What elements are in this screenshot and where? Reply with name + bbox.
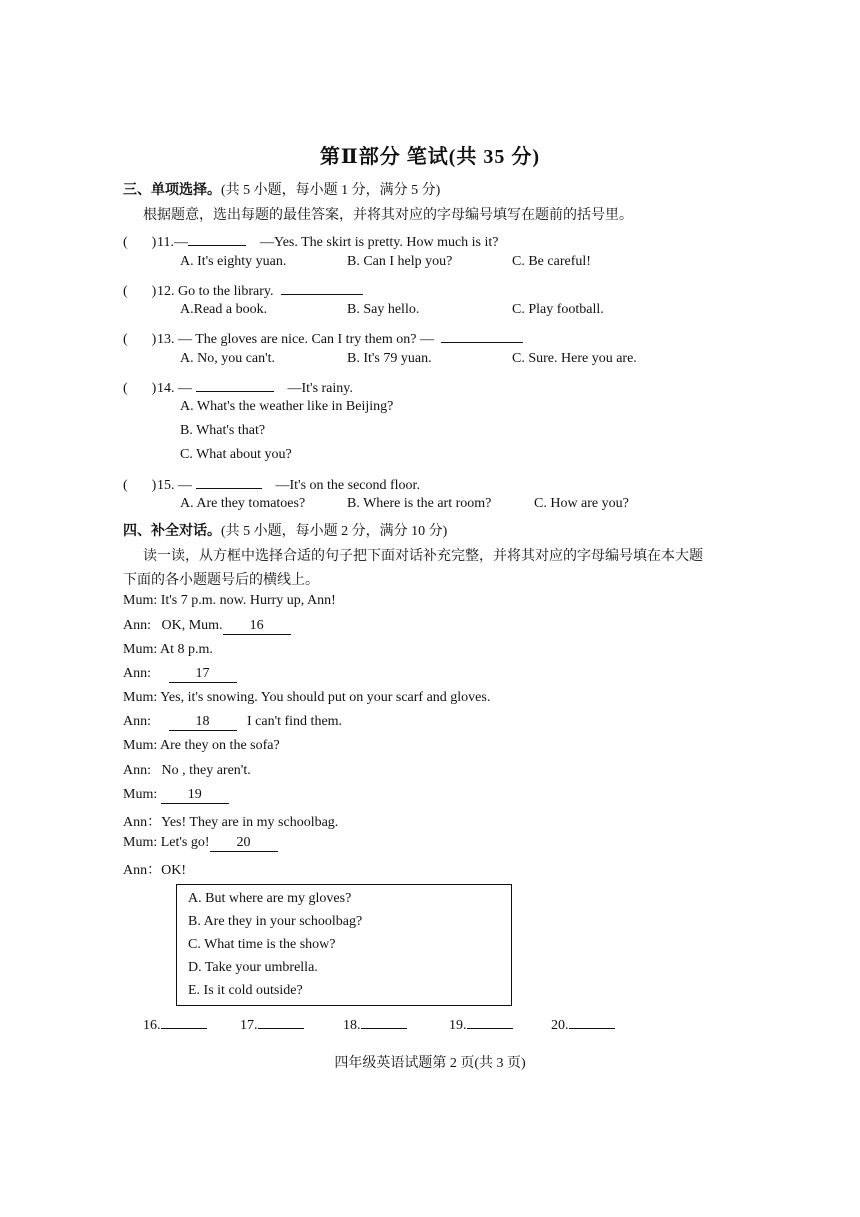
option[interactable]: C. How are you? [534, 496, 629, 511]
question-12: ( )12. Go to the library. [123, 278, 363, 300]
page-footer: 四年级英语试题第 2 页(共 3 页) [334, 1056, 526, 1071]
option[interactable]: B. Can I help you? [347, 254, 453, 269]
answer-blank[interactable] [361, 1012, 407, 1029]
question-13: ( )13. — The gloves are nice. Can I try them on? — [123, 326, 523, 348]
answer-blank[interactable] [569, 1012, 615, 1029]
dialogue-line: Mum: Are they on the sofa? [123, 738, 280, 753]
option[interactable]: B. Say hello. [347, 302, 420, 317]
dialogue-line: Ann: 18 I can't find them. [123, 714, 343, 729]
dialogue-line: Ann: 17 [123, 666, 237, 683]
option[interactable]: A.Read a book. [180, 302, 268, 317]
option[interactable]: A. Are they tomatoes? [180, 496, 306, 511]
option[interactable]: C. Play football. [512, 302, 604, 317]
answer-16: 16. [143, 1012, 207, 1034]
question-11: ( )11.— —Yes. The skirt is pretty. How much is it? [123, 229, 499, 251]
option[interactable]: C. Sure. Here you are. [512, 351, 637, 366]
dialogue-line: Ann: OK, Mum. 16 [123, 618, 291, 635]
answer-blank[interactable] [188, 229, 246, 246]
dialogue-line: Mum: At 8 p.m. [123, 642, 213, 657]
section4-instruction-cont: 下面的各小题题号后的横线上。 [123, 573, 319, 588]
dialogue-blank-18[interactable]: 18 [169, 714, 237, 731]
option[interactable]: C. Be careful! [512, 254, 591, 269]
box-option: C. What time is the show? [188, 937, 336, 952]
answer-blank[interactable] [281, 278, 363, 295]
dialogue-line: Mum: Let's go! 20 [123, 835, 278, 852]
dialogue-blank-17[interactable]: 17 [169, 666, 237, 683]
option[interactable]: A. It's eighty yuan. [180, 254, 287, 269]
section3-instruction: 根据题意，选出每题的最佳答案，并将其对应的字母编号填写在题前的括号里。 [143, 208, 633, 223]
dialogue-line: Mum: It's 7 p.m. now. Hurry up, Ann! [123, 593, 336, 608]
option[interactable]: B. What's that? [180, 423, 266, 438]
option[interactable]: A. No, you can't. [180, 351, 276, 366]
answer-blank[interactable] [196, 375, 274, 392]
dialogue-blank-20[interactable]: 20 [210, 835, 278, 852]
dialogue-line: Ann：OK! [123, 863, 187, 878]
sentence-options-box [176, 884, 512, 1006]
option[interactable]: B. Where is the art room? [347, 496, 492, 511]
answer-17: 17. [240, 1012, 304, 1034]
section3-heading: 三、单项选择。(共 5 小题，每小题 1 分，满分 5 分) [123, 183, 441, 198]
answer-19: 19. [449, 1012, 513, 1034]
page-title: 第Ⅱ部分 笔试(共 35 分) [319, 146, 541, 168]
dialogue-line: Mum: 19 [123, 787, 229, 804]
section4-instruction: 读一读，从方框中选择合适的句子把下面对话补充完整，并将其对应的字母编号填在本大题 [143, 549, 703, 564]
box-option: D. Take your umbrella. [188, 960, 318, 975]
dialogue-blank-19[interactable]: 19 [161, 787, 229, 804]
dialogue-blank-16[interactable]: 16 [223, 618, 291, 635]
option[interactable]: B. It's 79 yuan. [347, 351, 432, 366]
box-option: E. Is it cold outside? [188, 983, 303, 998]
section4-heading: 四、补全对话。(共 5 小题，每小题 2 分，满分 10 分) [123, 524, 448, 539]
box-option: B. Are they in your schoolbag? [188, 914, 363, 929]
answer-blank[interactable] [196, 472, 262, 489]
option[interactable]: C. What about you? [180, 447, 292, 462]
answer-blank[interactable] [258, 1012, 304, 1029]
answer-blank[interactable] [161, 1012, 207, 1029]
option[interactable]: A. What's the weather like in Beijing? [180, 399, 394, 414]
dialogue-line: Mum: Yes, it's snowing. You should put on your scarf and gloves. [123, 690, 491, 705]
answer-blank[interactable] [441, 326, 523, 343]
box-option: A. But where are my gloves? [188, 891, 352, 906]
dialogue-line: Ann：Yes! They are in my schoolbag. [123, 815, 339, 830]
question-14: ( )14. — —It's rainy. [123, 375, 353, 397]
answer-20: 20. [551, 1012, 615, 1034]
dialogue-line: Ann: No , they aren't. [123, 763, 251, 778]
answer-blank[interactable] [467, 1012, 513, 1029]
question-15: ( )15. — —It's on the second floor. [123, 472, 420, 494]
answer-18: 18. [343, 1012, 407, 1034]
